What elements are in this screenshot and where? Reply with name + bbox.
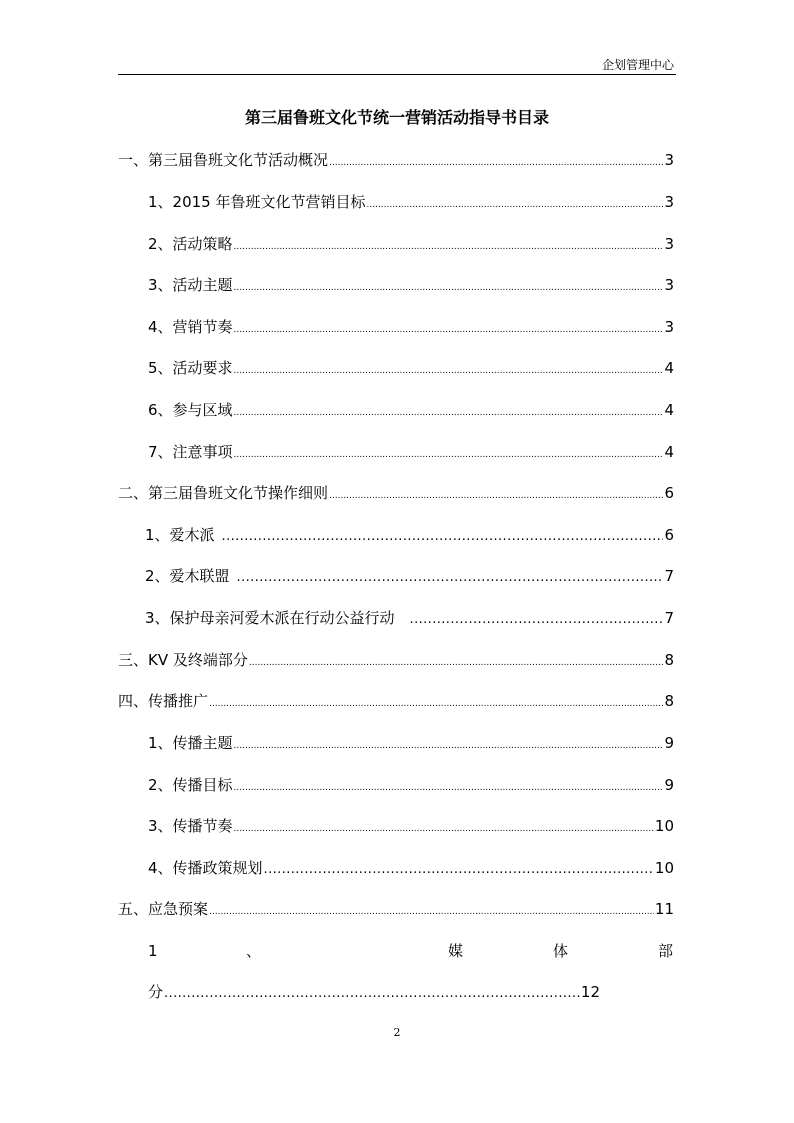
toc-entry-label: 五、应急预案	[118, 900, 209, 918]
toc-entry[interactable]	[118, 649, 674, 674]
toc-leader	[264, 859, 654, 881]
toc-char: 1	[148, 942, 158, 960]
toc-entry-page: 4	[664, 359, 674, 377]
toc-entry-label: 4、营销节奏	[148, 318, 233, 336]
toc-entry-page: 3	[664, 193, 674, 211]
toc-char: 媒	[448, 942, 464, 960]
toc-entry-label: 三、KV 及终端部分	[118, 651, 248, 669]
toc-entry[interactable]	[148, 774, 674, 799]
document-title: 第三届鲁班文化节统一营销活动指导书目录	[244, 108, 549, 127]
toc-leader	[234, 319, 664, 341]
toc-entry-label: 1、传播主题	[148, 734, 233, 752]
toc-entry-label: 3、活动主题	[148, 276, 233, 294]
toc-entry-justified[interactable]	[148, 940, 674, 962]
toc-entry[interactable]	[118, 898, 674, 923]
toc-entry-label: 分	[148, 983, 164, 1001]
toc-entry-page: 8	[664, 692, 674, 710]
toc-entry[interactable]	[148, 357, 674, 382]
toc-entry-label: 1、爱木派	[145, 526, 215, 544]
toc-entry[interactable]	[148, 441, 674, 466]
toc-leader	[164, 983, 580, 1005]
header-text: 企划管理中心	[601, 58, 674, 72]
toc-entry[interactable]	[145, 607, 674, 631]
toc-entry-label: 4、传播政策规划	[148, 859, 263, 877]
toc-char: 体	[553, 942, 569, 960]
toc-leader	[329, 485, 663, 507]
toc-leader	[209, 901, 654, 923]
toc-entry-page: 9	[664, 776, 674, 794]
toc-entry-page: 10	[654, 859, 674, 877]
toc-leader	[222, 526, 664, 548]
toc-entry-label: 四、传播推广	[118, 692, 209, 710]
toc-entry-label: 6、参与区域	[148, 401, 233, 419]
toc-char: 、	[246, 942, 262, 960]
toc-leader	[234, 402, 664, 424]
toc-entry-page: 7	[664, 609, 674, 627]
toc-leader	[237, 567, 664, 589]
toc-entry[interactable]	[118, 482, 674, 507]
page-number: 2	[393, 1026, 401, 1039]
toc-entry-page: 6	[664, 484, 674, 502]
toc-entry[interactable]	[148, 857, 674, 881]
toc-entry-page: 12	[580, 983, 600, 1001]
toc-leader	[249, 652, 664, 674]
toc-entry-label: 3、保护母亲河爱木派在行动公益行动	[145, 609, 395, 627]
toc-char: 部	[658, 942, 674, 960]
toc-leader	[329, 152, 663, 174]
toc-entry[interactable]	[148, 399, 674, 424]
toc-entry-page: 6	[664, 526, 674, 544]
toc-entry[interactable]	[148, 316, 674, 341]
toc-entry-page: 4	[664, 401, 674, 419]
toc-leader	[234, 818, 654, 840]
toc-entry-page: 7	[664, 567, 674, 585]
toc-entry[interactable]	[148, 274, 674, 299]
toc-leader	[234, 236, 664, 258]
toc-leader	[234, 360, 664, 382]
toc-entry[interactable]	[145, 524, 674, 548]
toc-entry-page: 9	[664, 734, 674, 752]
toc-entry-page: 3	[664, 235, 674, 253]
toc-leader	[234, 277, 664, 299]
toc-entry[interactable]	[118, 149, 674, 174]
toc-leader	[234, 444, 664, 466]
toc-entry-label: 一、第三届鲁班文化节活动概况	[118, 151, 329, 169]
toc-entry-label: 1、2015 年鲁班文化节营销目标	[148, 193, 366, 211]
toc-entry-page: 3	[664, 318, 674, 336]
toc-entry[interactable]	[148, 732, 674, 757]
toc-entry-label: 二、第三届鲁班文化节操作细则	[118, 484, 329, 502]
toc-entry-page: 4	[664, 443, 674, 461]
toc-entry-page: 11	[654, 900, 674, 918]
toc-entry[interactable]	[148, 233, 674, 258]
toc-entry[interactable]	[118, 690, 674, 715]
toc-entry[interactable]	[148, 815, 674, 840]
page-header	[118, 56, 676, 75]
toc-entry-continuation[interactable]	[148, 981, 600, 1005]
toc-entry-label: 5、活动要求	[148, 359, 233, 377]
toc-entry-label: 2、爱木联盟	[145, 567, 230, 585]
toc-entry[interactable]	[148, 191, 674, 216]
toc-leader	[209, 693, 663, 715]
toc-entry-label: 7、注意事项	[148, 443, 233, 461]
toc-entry-page: 3	[664, 151, 674, 169]
toc-leader	[234, 735, 664, 757]
toc-entry-page: 8	[664, 651, 674, 669]
toc-leader	[234, 777, 664, 799]
toc-entry-page: 10	[654, 817, 674, 835]
toc-entry-label: 3、传播节奏	[148, 817, 233, 835]
toc-entry-label: 2、传播目标	[148, 776, 233, 794]
toc-entry-label: 2、活动策略	[148, 235, 233, 253]
toc-entry[interactable]	[145, 565, 674, 589]
toc-entry-page: 3	[664, 276, 674, 294]
toc-leader	[367, 194, 664, 216]
toc-leader	[410, 609, 664, 631]
